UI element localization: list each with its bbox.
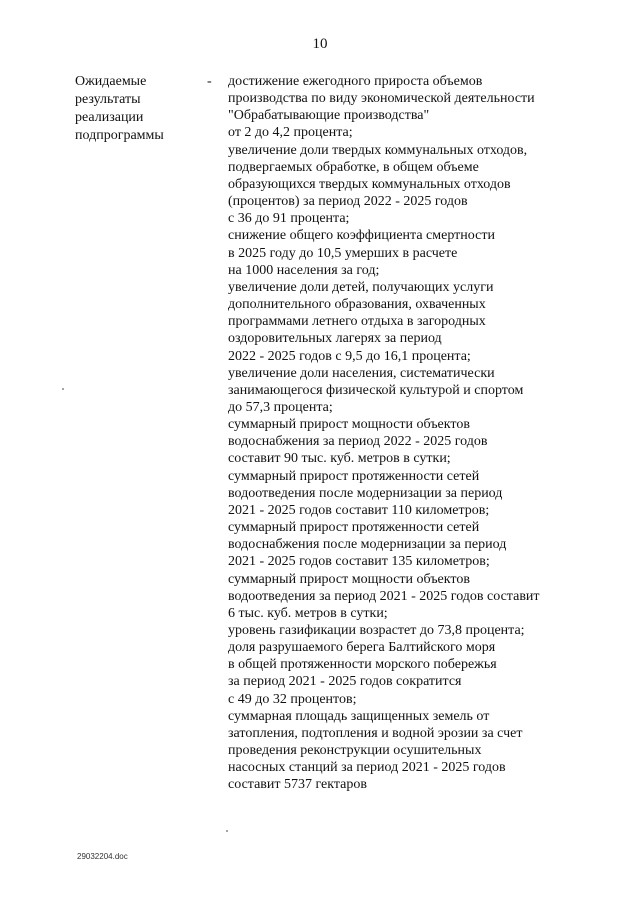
text-line: увеличение доли детей, получающих услуги bbox=[228, 279, 494, 295]
text-line: подвергаемых обработке, в общем объеме bbox=[228, 159, 479, 175]
text-line: водоснабжения за период 2022 - 2025 годов bbox=[228, 434, 488, 450]
section-label-line: результаты bbox=[75, 92, 141, 107]
text-line: от 2 до 4,2 процента; bbox=[228, 125, 353, 141]
expected-results-text bbox=[228, 73, 578, 794]
text-line: 6 тыс. куб. метров в сутки; bbox=[228, 605, 388, 621]
text-line: на 1000 населения за год; bbox=[228, 262, 380, 278]
text-line: производства по виду экономической деятельности bbox=[228, 91, 535, 107]
text-line: водоотведения после модернизации за период bbox=[228, 485, 503, 501]
footer-filename: 29032204.doc bbox=[77, 852, 128, 861]
text-line: увеличение доли населения, систематически bbox=[228, 365, 495, 381]
text-line: затопления, подтопления и водной эрозии за счет bbox=[228, 725, 523, 741]
text-line: занимающегося физической культурой и спортом bbox=[228, 382, 524, 398]
text-line: дополнительного образования, охваченных bbox=[228, 297, 486, 313]
text-line: суммарный прирост мощности объектов bbox=[228, 417, 470, 433]
text-line: в общей протяженности морского побережья bbox=[228, 657, 497, 673]
text-line: достижение ежегодного прироста объемов bbox=[228, 74, 483, 89]
text-line: образующихся твердых коммунальных отходов bbox=[228, 176, 511, 192]
text-line: в 2025 году до 10,5 умерших в расчете bbox=[228, 245, 458, 261]
text-line: оздоровительных лагерях за период bbox=[228, 331, 442, 347]
text-line: суммарный прирост протяженности сетей bbox=[228, 520, 480, 536]
text-line: 2022 - 2025 годов с 9,5 до 16,1 процента; bbox=[228, 348, 471, 364]
text-line: доля разрушаемого берега Балтийского моря bbox=[228, 640, 496, 656]
list-dash: - bbox=[207, 74, 212, 89]
section-label-line: подпрограммы bbox=[75, 128, 164, 143]
text-line: составит 5737 гектаров bbox=[228, 777, 368, 793]
text-line: (процентов) за период 2022 - 2025 годов bbox=[228, 194, 468, 210]
text-line: суммарный прирост мощности объектов bbox=[228, 571, 470, 587]
text-line: увеличение доли твердых коммунальных отходов, bbox=[228, 142, 528, 158]
text-line: 2021 - 2025 годов составит 135 километров; bbox=[228, 554, 490, 570]
scan-speck bbox=[226, 830, 228, 832]
text-line: уровень газификации возрастет до 73,8 процента; bbox=[228, 623, 525, 638]
text-line: с 36 до 91 процента; bbox=[228, 211, 350, 227]
text-line: до 57,3 процента; bbox=[228, 399, 333, 415]
text-line: 2021 - 2025 годов составит 110 километров; bbox=[228, 502, 490, 518]
text-line: составит 90 тыс. куб. метров в сутки; bbox=[228, 451, 451, 467]
text-line: с 49 до 32 процентов; bbox=[228, 691, 357, 707]
text-line: за период 2021 - 2025 годов сократится bbox=[228, 674, 462, 690]
page-number: 10 bbox=[312, 36, 328, 52]
text-line: водоотведения за период 2021 - 2025 годов составит bbox=[228, 588, 540, 604]
text-line: "Обрабатывающие производства" bbox=[228, 108, 430, 124]
text-line: суммарный прирост протяженности сетей bbox=[228, 468, 480, 484]
section-label bbox=[75, 73, 195, 145]
text-line: насосных станций за период 2021 - 2025 годов bbox=[228, 760, 506, 776]
text-line: проведения реконструкции осушительных bbox=[228, 743, 482, 759]
text-line: водоснабжения после модернизации за период bbox=[228, 537, 507, 553]
text-line: программами летнего отдыха в загородных bbox=[228, 314, 486, 330]
section-label-line: реализации bbox=[75, 110, 144, 125]
scan-speck bbox=[62, 388, 64, 390]
section-label-line: Ожидаемые bbox=[75, 74, 147, 89]
text-line: снижение общего коэффициента смертности bbox=[228, 228, 495, 244]
text-line: суммарная площадь защищенных земель от bbox=[228, 708, 490, 724]
